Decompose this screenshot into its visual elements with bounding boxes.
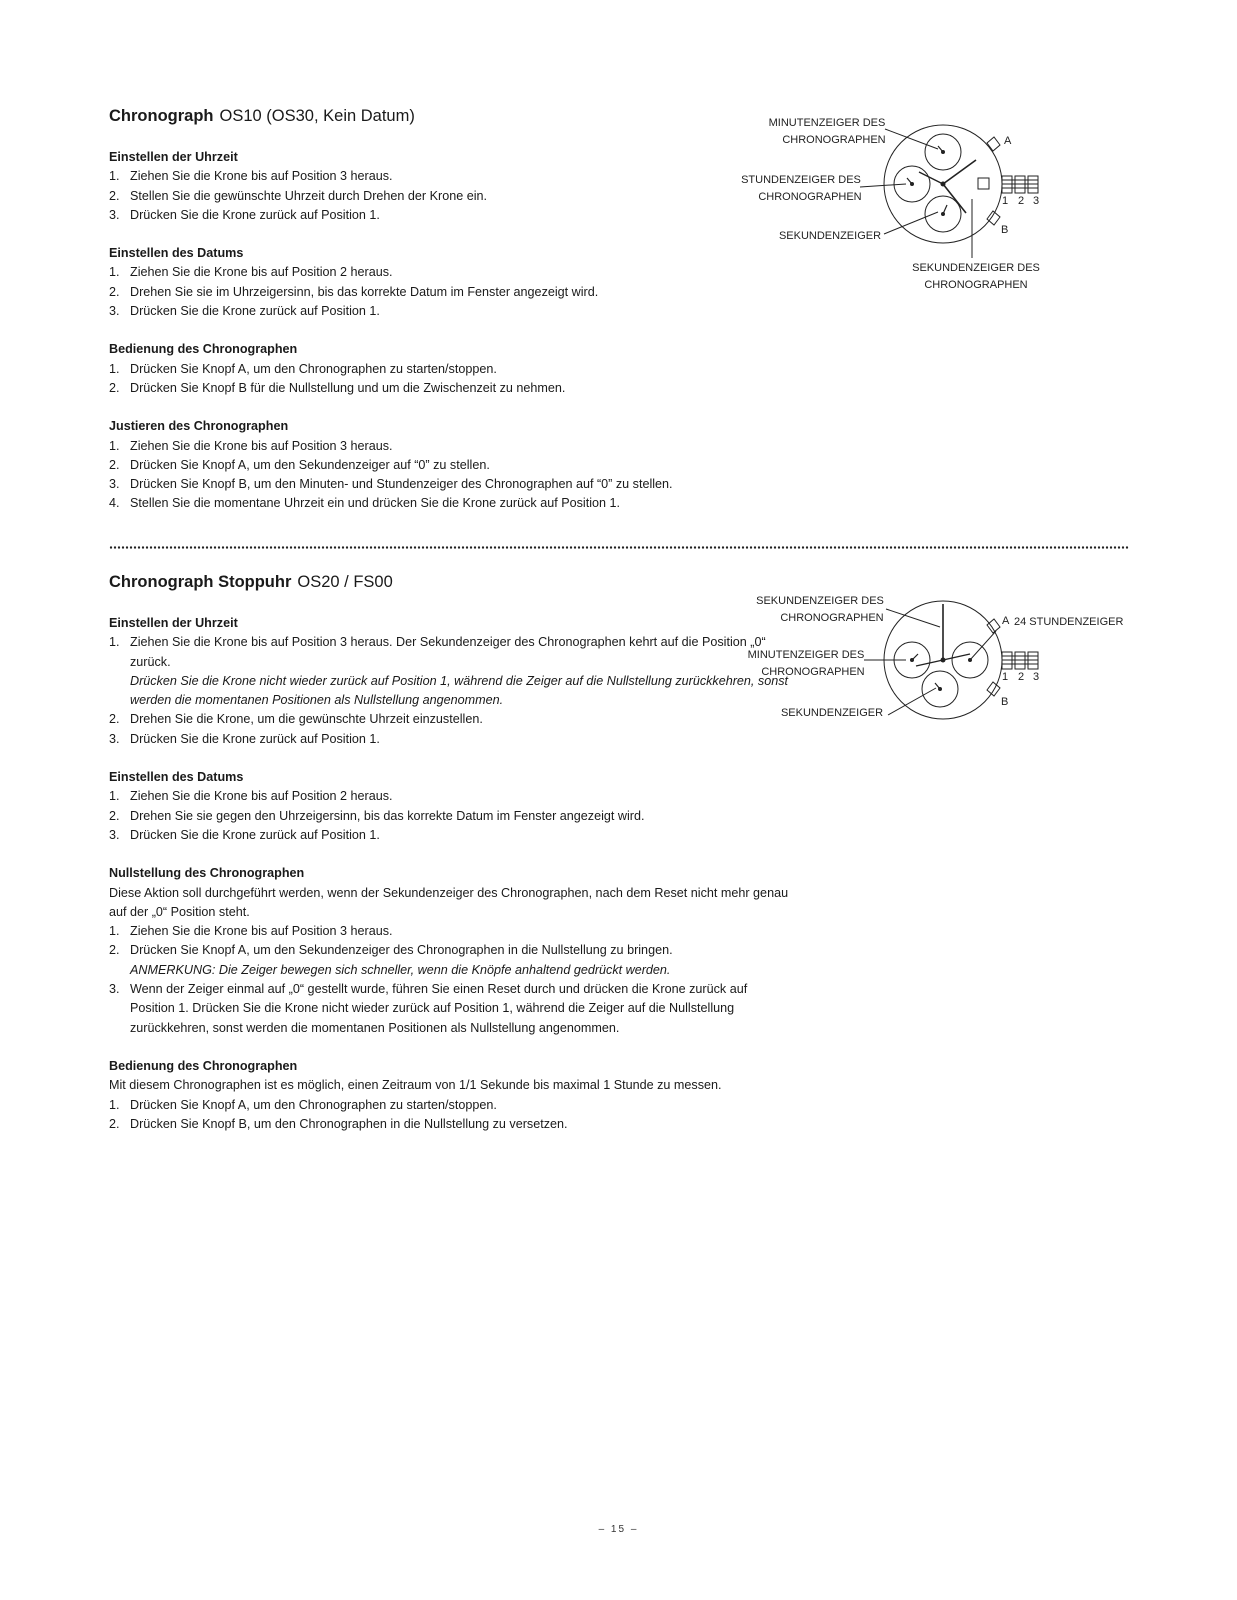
list-item-text: Ziehen Sie die Krone bis auf Position 3 heraus. Der Sekundenzeiger des Chronographen kehrt auf die Position „0“ zurück. bbox=[130, 635, 766, 669]
list-item bbox=[109, 302, 729, 321]
label-chrono-seconds-1: SEKUNDENZEIGER DES bbox=[912, 262, 1040, 274]
label-minute-2: CHRONOGRAPHEN bbox=[782, 134, 886, 146]
list-item-text: Drücken Sie Knopf A, um den Sekundenzeiger des Chronographen in die Nullstellung zu bringen. bbox=[130, 943, 673, 958]
list-text bbox=[130, 1115, 789, 1134]
list-number: 1. bbox=[109, 265, 120, 280]
list-number: 1. bbox=[109, 789, 120, 804]
pusher-a-icon bbox=[987, 137, 1000, 151]
list-text bbox=[130, 494, 729, 513]
title-subtitle: OS10 (OS30, Kein Datum) bbox=[219, 107, 415, 125]
position-3: 3 bbox=[1032, 671, 1040, 683]
subsection-heading: Bedienung des Chronographen bbox=[109, 342, 298, 357]
list-number: 1. bbox=[109, 1097, 120, 1112]
list-item-text: Ziehen Sie die Krone bis auf Position 3 heraus. bbox=[130, 924, 393, 939]
label-minute-1: MINUTENZEIGER DES bbox=[747, 649, 865, 661]
list-item bbox=[109, 633, 789, 710]
list-number: 1. bbox=[109, 438, 120, 453]
list-text bbox=[130, 807, 789, 826]
crown-icon bbox=[1002, 652, 1038, 669]
list-item bbox=[109, 283, 729, 302]
list-item-text: Wenn der Zeiger einmal auf „0“ gestellt wurde, führen Sie einen Reset durch und drücken die Krone zurück auf Position 1. Drücken Sie die Krone nicht wieder zurück auf Position 1, während die Zeiger auf die Nullstellung zurückkehren, sonst werden die momentanen Positionen als Nullstellung angenommen. bbox=[130, 982, 748, 1035]
button-a-label: A bbox=[1002, 615, 1010, 627]
list-item bbox=[109, 456, 729, 475]
list-item-text: Drücken Sie die Krone zurück auf Position 1. bbox=[130, 207, 380, 222]
label-chrono-seconds-1: SEKUNDENZEIGER DES bbox=[756, 595, 884, 607]
list-text bbox=[130, 922, 789, 941]
page-number: – 15 – bbox=[598, 1524, 639, 1535]
list-item-text: Drücken Sie Knopf A, um den Sekundenzeiger auf “0” zu stellen. bbox=[130, 457, 490, 472]
position-2: 2 bbox=[1017, 195, 1025, 207]
list-text bbox=[130, 633, 789, 710]
button-a-label: A bbox=[1004, 135, 1012, 147]
list-number: 2. bbox=[109, 188, 120, 203]
list-number: 2. bbox=[109, 457, 120, 472]
list-number: 3. bbox=[109, 827, 120, 842]
list-item bbox=[109, 475, 729, 494]
list-text bbox=[130, 1096, 789, 1115]
list-item bbox=[109, 826, 789, 845]
list-number: 3. bbox=[109, 731, 120, 746]
list-item-text: Ziehen Sie die Krone bis auf Position 3 heraus. bbox=[130, 438, 393, 453]
list-number: 2. bbox=[109, 712, 120, 727]
list-item-text: Drücken Sie die Krone zurück auf Position 1. bbox=[130, 304, 380, 319]
list-item-text: Drücken Sie Knopf B für die Nullstellung und um die Zwischenzeit zu nehmen. bbox=[130, 380, 566, 395]
list-item-text: Stellen Sie die gewünschte Uhrzeit durch Drehen der Krone ein. bbox=[130, 188, 488, 203]
list-text bbox=[130, 437, 729, 456]
title-main: Chronograph bbox=[109, 107, 214, 125]
list-item-note: Drücken Sie die Krone nicht wieder zurück auf Position 1, während die Zeiger auf die Nullstellung zurückkehren, sonst werden die momentanen Positionen als Nullstellung angenommen. bbox=[130, 673, 789, 708]
list-item bbox=[109, 494, 729, 513]
list-text bbox=[130, 167, 729, 186]
list-item bbox=[109, 437, 729, 456]
label-hour-2: CHRONOGRAPHEN bbox=[758, 191, 862, 203]
list-number: 2. bbox=[109, 284, 120, 299]
list-text bbox=[130, 456, 729, 475]
list-item-text: Drücken Sie die Krone zurück auf Position 1. bbox=[130, 731, 380, 746]
subsection-heading: Einstellen des Datums bbox=[109, 770, 244, 785]
list-number: 2. bbox=[109, 380, 120, 395]
pusher-b-icon bbox=[987, 682, 1000, 696]
list-item bbox=[109, 922, 789, 941]
list-number: 2. bbox=[109, 943, 120, 958]
label-hour-1: STUNDENZEIGER DES bbox=[741, 174, 861, 186]
list-item bbox=[109, 941, 789, 980]
intro-paragraph: Diese Aktion soll durchgeführt werden, wenn der Sekundenzeiger des Chronographen, nach dem Reset nicht mehr genau auf der „0“ Position steht. bbox=[109, 885, 789, 919]
pusher-b-icon bbox=[987, 211, 1000, 225]
list-text bbox=[130, 263, 729, 282]
list-item bbox=[109, 1115, 789, 1134]
list-text bbox=[130, 710, 789, 729]
subsection-heading: Einstellen der Uhrzeit bbox=[109, 616, 238, 630]
button-b-label: B bbox=[1001, 224, 1009, 236]
list-item bbox=[109, 187, 729, 206]
list-number: 1. bbox=[109, 635, 120, 650]
list-item-note: ANMERKUNG: Die Zeiger bewegen sich schneller, wenn die Knöpfe anhaltend gedrückt werden. bbox=[130, 962, 671, 977]
list-text bbox=[130, 826, 789, 845]
list-item-text: Drehen Sie die Krone, um die gewünschte Uhrzeit einzustellen. bbox=[130, 712, 483, 727]
list-text bbox=[130, 980, 789, 1038]
list-item-text: Drehen Sie sie im Uhrzeigersinn, bis das korrekte Datum im Fenster angezeigt wird. bbox=[130, 284, 599, 299]
list-text bbox=[130, 787, 789, 806]
list-number: 1. bbox=[109, 169, 120, 184]
label-chrono-seconds-2: CHRONOGRAPHEN bbox=[924, 279, 1028, 291]
subsection-heading: Justieren des Chronographen bbox=[109, 419, 289, 434]
list-number: 2. bbox=[109, 808, 120, 823]
list-number: 3. bbox=[109, 982, 120, 997]
list-item bbox=[109, 807, 789, 826]
list-item-text: Drücken Sie Knopf A, um den Chronographen zu starten/stoppen. bbox=[130, 1097, 497, 1112]
list-text bbox=[130, 941, 789, 980]
position-1: 1 bbox=[1001, 195, 1009, 207]
subsection-heading: Bedienung des Chronographen bbox=[109, 1058, 298, 1073]
list-item bbox=[109, 167, 729, 186]
list-item-text: Drehen Sie sie gegen den Uhrzeigersinn, bis das korrekte Datum im Fenster angezeigt wird. bbox=[130, 808, 645, 823]
list-text bbox=[130, 302, 729, 321]
list-item-text: Drücken Sie Knopf B, um den Chronographen in die Nullstellung zu versetzen. bbox=[130, 1116, 568, 1131]
list-item bbox=[109, 379, 729, 398]
list-text bbox=[130, 283, 729, 302]
list-item-text: Drücken Sie die Krone zurück auf Position 1. bbox=[130, 827, 380, 842]
position-1: 1 bbox=[1001, 671, 1009, 683]
list-item bbox=[109, 360, 729, 379]
subsection-heading: Einstellen der Uhrzeit bbox=[109, 150, 238, 164]
list-number: 1. bbox=[109, 924, 120, 939]
list-number: 3. bbox=[109, 207, 120, 222]
list-item-text: Ziehen Sie die Krone bis auf Position 2 heraus. bbox=[130, 265, 393, 280]
pusher-a-icon bbox=[987, 619, 1000, 633]
list-item bbox=[109, 980, 789, 1038]
list-number: 3. bbox=[109, 304, 120, 319]
list-number: 2. bbox=[109, 1116, 120, 1131]
title-subtitle: OS20 / FS00 bbox=[297, 573, 393, 591]
subsection-heading: Einstellen des Datums bbox=[109, 246, 244, 261]
list-item-text: Drücken Sie Knopf A, um den Chronographen zu starten/stoppen. bbox=[130, 361, 497, 376]
position-3: 3 bbox=[1032, 195, 1040, 207]
label-minute-2: CHRONOGRAPHEN bbox=[761, 666, 865, 678]
list-text bbox=[130, 475, 729, 494]
subsection-heading: Nullstellung des Chronographen bbox=[109, 866, 305, 881]
position-2: 2 bbox=[1017, 671, 1025, 683]
list-text bbox=[130, 379, 729, 398]
label-minute-1: MINUTENZEIGER DES bbox=[768, 117, 886, 129]
list-item-text: Ziehen Sie die Krone bis auf Position 3 heraus. bbox=[130, 169, 393, 184]
label-seconds: SEKUNDENZEIGER bbox=[778, 230, 882, 242]
list-item-text: Stellen Sie die momentane Uhrzeit ein und drücken Sie die Krone zurück auf Position 1. bbox=[130, 496, 621, 511]
list-number: 1. bbox=[109, 361, 120, 376]
label-chrono-seconds-2: CHRONOGRAPHEN bbox=[780, 612, 884, 624]
crown-icon bbox=[1002, 176, 1038, 193]
list-text bbox=[130, 206, 729, 225]
section-divider bbox=[109, 546, 1129, 549]
list-text bbox=[130, 360, 729, 379]
label-24h: 24 STUNDENZEIGER bbox=[1014, 616, 1124, 628]
intro-paragraph: Mit diesem Chronographen ist es möglich, einen Zeitraum von 1/1 Sekunde bis maximal 1 Stunde zu messen. bbox=[109, 1078, 722, 1093]
title-main: Chronograph Stoppuhr bbox=[109, 573, 292, 591]
watch-diagram-os20 bbox=[740, 590, 1135, 730]
list-item bbox=[109, 730, 789, 749]
label-seconds: SEKUNDENZEIGER bbox=[780, 707, 884, 719]
list-text bbox=[130, 730, 789, 749]
list-item bbox=[109, 206, 729, 225]
button-b-label: B bbox=[1001, 696, 1009, 708]
date-window bbox=[978, 178, 989, 189]
list-item-text: Drücken Sie Knopf B, um den Minuten- und Stundenzeiger des Chronographen auf “0” zu stellen. bbox=[130, 477, 673, 492]
list-text bbox=[130, 187, 729, 206]
list-item bbox=[109, 263, 729, 282]
list-item bbox=[109, 710, 789, 729]
list-number: 4. bbox=[109, 496, 120, 511]
list-item bbox=[109, 787, 789, 806]
list-item-text: Ziehen Sie die Krone bis auf Position 2 heraus. bbox=[130, 789, 393, 804]
list-item bbox=[109, 1096, 789, 1115]
list-number: 3. bbox=[109, 477, 120, 492]
watch-diagram-os10 bbox=[735, 110, 1095, 300]
